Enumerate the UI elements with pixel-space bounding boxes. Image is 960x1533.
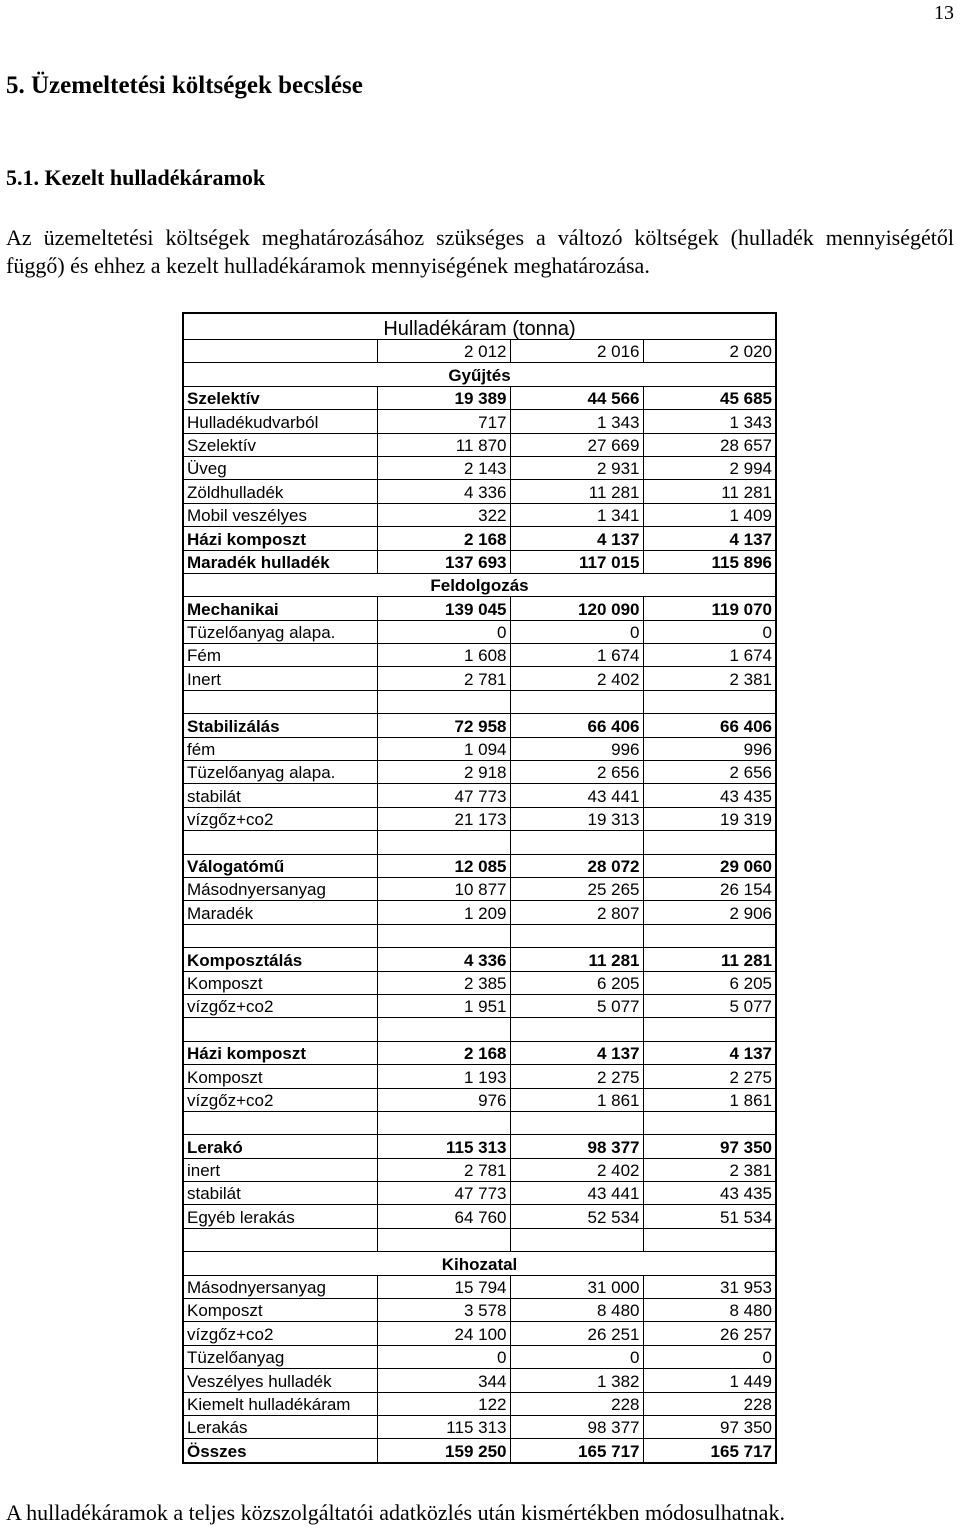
table-row [183,807,776,830]
value-cell: 4 336 [377,948,510,971]
year-header: 2 016 [510,340,643,363]
spacer-cell [510,1228,643,1251]
value-cell: 10 877 [377,877,510,900]
value-cell: 25 265 [510,877,643,900]
value-cell: 717 [377,410,510,433]
value-cell: 31 000 [510,1275,643,1298]
footer-note: A hulladékáramok a teljes közszolgáltatói adatközlés után kismértékben módosulhatnak. [6,1500,785,1525]
table-row [183,1345,776,1368]
value-cell: 137 693 [377,550,510,573]
value-cell: 8 480 [510,1299,643,1322]
row-label: Házi komposzt [183,1041,377,1064]
value-cell: 1 409 [643,503,776,526]
value-cell: 2 381 [643,1158,776,1181]
row-label: Szelektív [183,433,377,456]
table-title-row [183,313,776,340]
table-year-row [183,340,776,363]
value-cell: 1 343 [510,410,643,433]
value-cell: 1 861 [643,1088,776,1111]
value-cell: 4 137 [643,1041,776,1064]
spacer-cell [377,690,510,713]
row-label: Mechanikai [183,597,377,620]
value-cell: 2 385 [377,971,510,994]
value-cell: 2 781 [377,1158,510,1181]
value-cell: 66 406 [510,714,643,737]
table-row [183,1439,776,1463]
value-cell: 66 406 [643,714,776,737]
value-cell: 1 861 [510,1088,643,1111]
value-cell: 996 [643,737,776,760]
value-cell: 165 717 [510,1439,643,1463]
table-spacer-row [183,924,776,947]
value-cell: 43 435 [643,1182,776,1205]
row-label: Kiemelt hulladékáram [183,1392,377,1415]
value-cell: 159 250 [377,1439,510,1463]
table-row [183,527,776,550]
value-cell: 19 313 [510,807,643,830]
row-label: Komposztálás [183,948,377,971]
table-row [183,386,776,409]
value-cell: 1 382 [510,1369,643,1392]
table-row [183,1275,776,1298]
table-row [183,714,776,737]
spacer-cell [377,1228,510,1251]
value-cell: 0 [510,1345,643,1368]
row-label: Hulladékudvarból [183,410,377,433]
value-cell: 24 100 [377,1322,510,1345]
spacer-cell [183,1228,377,1251]
value-cell: 115 313 [377,1415,510,1438]
intro-paragraph: Az üzemeltetési költségek meghatározásához szükséges a változó költségek (hulladék mennyiségétől függő) és ehhez a kezelt hulladékáramok mennyiségének meghatározása. [6,225,954,278]
value-cell: 0 [643,620,776,643]
row-label: fém [183,737,377,760]
table-spacer-row [183,690,776,713]
table-row [183,644,776,667]
value-cell: 2 994 [643,456,776,479]
value-cell: 98 377 [510,1135,643,1158]
value-cell: 44 566 [510,386,643,409]
row-label: stabilát [183,784,377,807]
spacer-cell [643,924,776,947]
value-cell: 2 275 [643,1065,776,1088]
row-label: Házi komposzt [183,527,377,550]
row-label: Másodnyersanyag [183,877,377,900]
row-label: Tüzelőanyag [183,1345,377,1368]
table-row [183,1299,776,1322]
table-row [183,737,776,760]
table-spacer-row [183,1018,776,1041]
spacer-cell [183,1111,377,1134]
value-cell: 322 [377,503,510,526]
spacer-cell [377,924,510,947]
row-label: Másodnyersanyag [183,1275,377,1298]
value-cell: 26 154 [643,877,776,900]
spacer-cell [643,1111,776,1134]
value-cell: 117 015 [510,550,643,573]
table-row [183,1135,776,1158]
row-label: Komposzt [183,1299,377,1322]
table-row [183,971,776,994]
value-cell: 344 [377,1369,510,1392]
value-cell: 2 143 [377,456,510,479]
row-label: Zöldhulladék [183,480,377,503]
row-label: Komposzt [183,1065,377,1088]
spacer-cell [510,1111,643,1134]
value-cell: 97 350 [643,1415,776,1438]
value-cell: 52 534 [510,1205,643,1228]
table-row [183,456,776,479]
table-spacer-row [183,831,776,854]
table-title: Hulladékáram (tonna) [183,313,776,340]
section-label: Gyűjtés [183,363,776,386]
table-row [183,1182,776,1205]
value-cell: 19 389 [377,386,510,409]
value-cell: 4 137 [510,527,643,550]
table-section-row [183,573,776,596]
table-row [183,503,776,526]
value-cell: 115 896 [643,550,776,573]
table-row [183,854,776,877]
value-cell: 11 281 [643,480,776,503]
spacer-cell [377,831,510,854]
table-row [183,433,776,456]
value-cell: 28 072 [510,854,643,877]
value-cell: 1 674 [510,644,643,667]
row-label: Veszélyes hulladék [183,1369,377,1392]
spacer-cell [510,690,643,713]
table-row [183,1158,776,1181]
table-section-row [183,363,776,386]
value-cell: 3 578 [377,1299,510,1322]
value-cell: 8 480 [643,1299,776,1322]
table-row [183,1041,776,1064]
year-header-empty [183,340,377,363]
waste-stream-table [182,312,777,1464]
value-cell: 0 [643,1345,776,1368]
row-label: Szelektív [183,386,377,409]
value-cell: 2 402 [510,1158,643,1181]
value-cell: 2 931 [510,456,643,479]
value-cell: 2 656 [643,761,776,784]
table-row [183,1205,776,1228]
table-row [183,1065,776,1088]
value-cell: 115 313 [377,1135,510,1158]
value-cell: 139 045 [377,597,510,620]
spacer-cell [183,924,377,947]
value-cell: 0 [377,1345,510,1368]
value-cell: 2 168 [377,527,510,550]
value-cell: 2 656 [510,761,643,784]
value-cell: 51 534 [643,1205,776,1228]
row-label: Lerakó [183,1135,377,1158]
spacer-cell [510,1018,643,1041]
spacer-cell [510,924,643,947]
table-row [183,1369,776,1392]
value-cell: 4 137 [510,1041,643,1064]
value-cell: 28 657 [643,433,776,456]
value-cell: 11 281 [510,948,643,971]
year-header: 2 020 [643,340,776,363]
value-cell: 29 060 [643,854,776,877]
row-label: Összes [183,1439,377,1463]
table-row [183,667,776,690]
row-label: Tüzelőanyag alapa. [183,620,377,643]
spacer-cell [510,831,643,854]
value-cell: 1 608 [377,644,510,667]
table-row [183,550,776,573]
value-cell: 0 [510,620,643,643]
table-row [183,1392,776,1415]
spacer-cell [183,831,377,854]
value-cell: 12 085 [377,854,510,877]
value-cell: 4 137 [643,527,776,550]
table-spacer-row [183,1228,776,1251]
value-cell: 43 441 [510,784,643,807]
value-cell: 976 [377,1088,510,1111]
value-cell: 64 760 [377,1205,510,1228]
value-cell: 2 807 [510,901,643,924]
row-label: Fém [183,644,377,667]
table-row [183,620,776,643]
spacer-cell [377,1018,510,1041]
row-label: Maradék hulladék [183,550,377,573]
value-cell: 165 717 [643,1439,776,1463]
value-cell: 47 773 [377,784,510,807]
spacer-cell [643,1228,776,1251]
table-row [183,877,776,900]
row-label: Mobil veszélyes [183,503,377,526]
table-row [183,410,776,433]
spacer-cell [643,690,776,713]
value-cell: 19 319 [643,807,776,830]
table-row [183,480,776,503]
table-row [183,994,776,1017]
value-cell: 996 [510,737,643,760]
spacer-cell [377,1111,510,1134]
value-cell: 11 281 [643,948,776,971]
value-cell: 11 870 [377,433,510,456]
row-label: vízgőz+co2 [183,807,377,830]
value-cell: 2 918 [377,761,510,784]
spacer-cell [183,1018,377,1041]
value-cell: 228 [510,1392,643,1415]
table-row [183,901,776,924]
row-label: Stabilizálás [183,714,377,737]
value-cell: 98 377 [510,1415,643,1438]
row-label: Üveg [183,456,377,479]
value-cell: 26 251 [510,1322,643,1345]
value-cell: 2 906 [643,901,776,924]
value-cell: 122 [377,1392,510,1415]
value-cell: 1 341 [510,503,643,526]
row-label: Tüzelőanyag alapa. [183,761,377,784]
row-label: Maradék [183,901,377,924]
value-cell: 21 173 [377,807,510,830]
value-cell: 5 077 [510,994,643,1017]
value-cell: 120 090 [510,597,643,620]
value-cell: 2 381 [643,667,776,690]
row-label: Egyéb lerakás [183,1205,377,1228]
table-row [183,1322,776,1345]
value-cell: 5 077 [643,994,776,1017]
value-cell: 1 343 [643,410,776,433]
value-cell: 31 953 [643,1275,776,1298]
table-row [183,948,776,971]
value-cell: 1 674 [643,644,776,667]
table-row [183,597,776,620]
value-cell: 15 794 [377,1275,510,1298]
row-label: Válogatómű [183,854,377,877]
subsection-heading: 5.1. Kezelt hulladékáramok [6,165,266,190]
row-label: vízgőz+co2 [183,994,377,1017]
value-cell: 43 441 [510,1182,643,1205]
spacer-cell [643,831,776,854]
value-cell: 1 094 [377,737,510,760]
value-cell: 1 209 [377,901,510,924]
row-label: vízgőz+co2 [183,1322,377,1345]
value-cell: 6 205 [510,971,643,994]
section-label: Feldolgozás [183,573,776,596]
value-cell: 2 402 [510,667,643,690]
value-cell: 2 781 [377,667,510,690]
table-body [183,313,776,1463]
spacer-cell [643,1018,776,1041]
row-label: Lerakás [183,1415,377,1438]
value-cell: 26 257 [643,1322,776,1345]
page-number: 13 [934,2,954,24]
table-row [183,784,776,807]
row-label: stabilát [183,1182,377,1205]
value-cell: 1 449 [643,1369,776,1392]
value-cell: 2 168 [377,1041,510,1064]
row-label: vízgőz+co2 [183,1088,377,1111]
value-cell: 72 958 [377,714,510,737]
row-label: inert [183,1158,377,1181]
spacer-cell [183,690,377,713]
value-cell: 45 685 [643,386,776,409]
section-heading: 5. Üzemeltetési költségek becslése [6,72,363,99]
value-cell: 2 275 [510,1065,643,1088]
table-spacer-row [183,1111,776,1134]
row-label: Inert [183,667,377,690]
value-cell: 228 [643,1392,776,1415]
value-cell: 43 435 [643,784,776,807]
value-cell: 4 336 [377,480,510,503]
row-label: Komposzt [183,971,377,994]
section-label: Kihozatal [183,1252,776,1275]
value-cell: 6 205 [643,971,776,994]
table-row [183,761,776,784]
year-header: 2 012 [377,340,510,363]
value-cell: 27 669 [510,433,643,456]
value-cell: 97 350 [643,1135,776,1158]
table-row [183,1088,776,1111]
value-cell: 1 193 [377,1065,510,1088]
table-section-row [183,1252,776,1275]
value-cell: 47 773 [377,1182,510,1205]
value-cell: 1 951 [377,994,510,1017]
value-cell: 0 [377,620,510,643]
value-cell: 11 281 [510,480,643,503]
value-cell: 119 070 [643,597,776,620]
table-row [183,1415,776,1438]
